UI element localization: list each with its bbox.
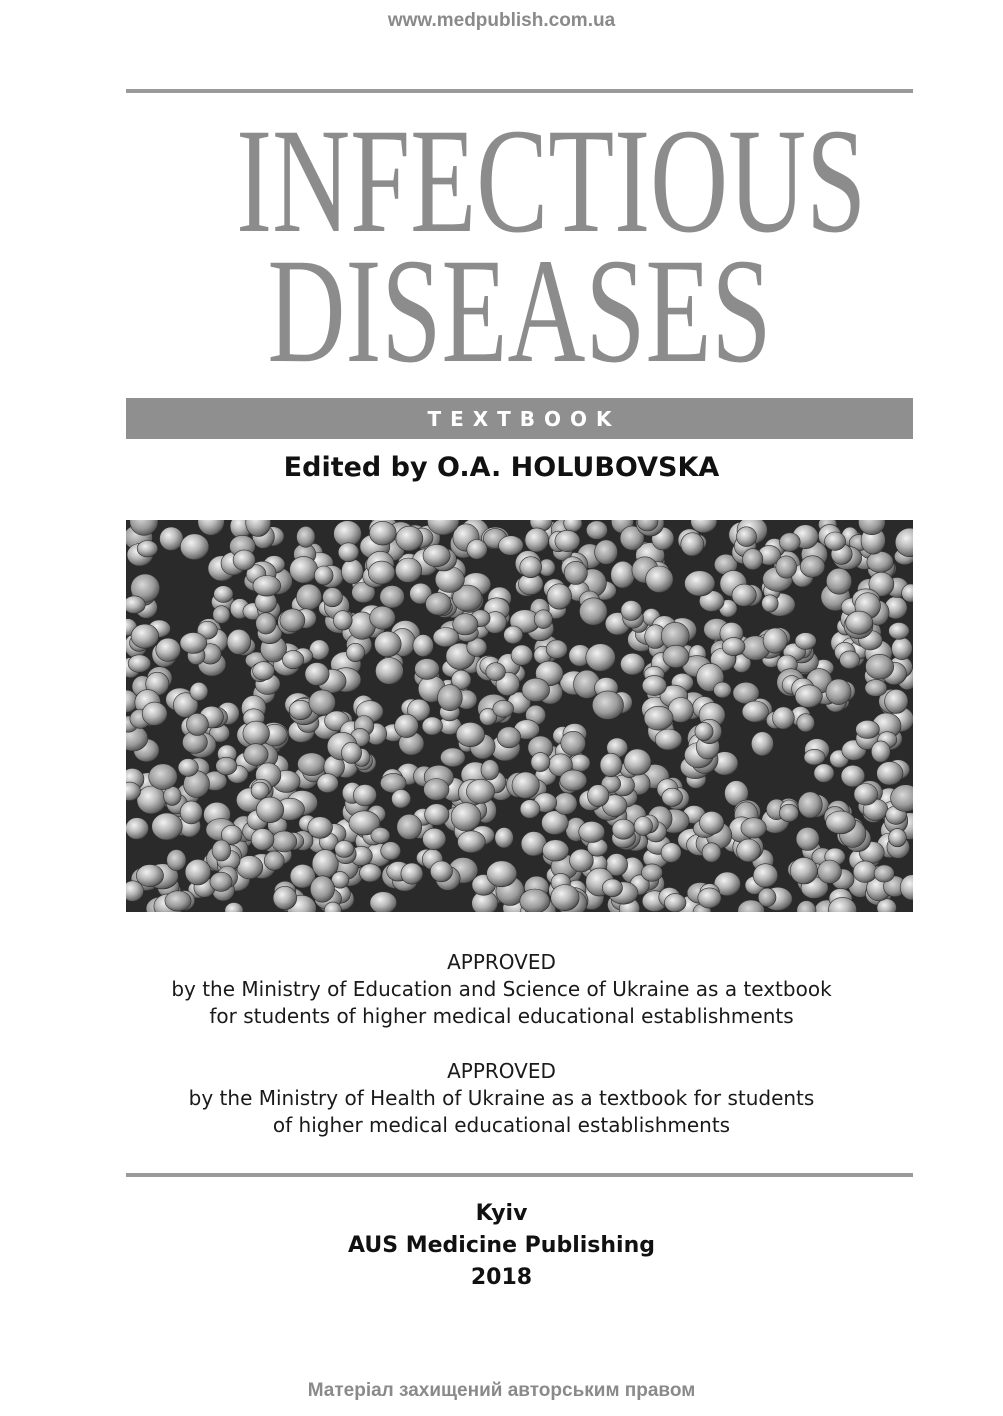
bacterium-cell bbox=[346, 643, 364, 661]
bacterium-cell bbox=[570, 754, 590, 772]
top-rule bbox=[126, 89, 913, 93]
bacterium-cell bbox=[369, 521, 396, 545]
bacterium-cell bbox=[695, 722, 713, 740]
bacterium-cell bbox=[395, 558, 421, 583]
bacterium-cell bbox=[415, 659, 440, 680]
bacterium-cell bbox=[458, 831, 486, 853]
bacterium-cell bbox=[256, 613, 276, 634]
bacterium-cell bbox=[422, 717, 442, 735]
bacterium-cell bbox=[866, 654, 894, 679]
bacterium-cell bbox=[853, 861, 877, 883]
bacterium-cell bbox=[663, 645, 689, 668]
bacterium-cell bbox=[374, 631, 401, 657]
bacterium-cell bbox=[722, 638, 745, 656]
bacterium-cell bbox=[840, 651, 860, 669]
bacterium-cell bbox=[624, 749, 651, 775]
bacterium-cell bbox=[797, 714, 815, 732]
bacterium-cell bbox=[253, 576, 281, 597]
copyright-watermark: Матеріал захищений авторським правом bbox=[307, 1380, 696, 1401]
bacterium-cell bbox=[317, 774, 338, 793]
bacterium-cell bbox=[634, 817, 652, 836]
bacterium-cell bbox=[413, 635, 434, 657]
bacterium-cell bbox=[520, 800, 540, 819]
bacterium-cell bbox=[126, 596, 145, 614]
bacterium-cell bbox=[424, 779, 449, 801]
bacterium-cell bbox=[244, 744, 268, 766]
bacterium-cell bbox=[800, 556, 825, 578]
bacterium-cell bbox=[309, 690, 336, 715]
bacterium-cell bbox=[456, 722, 484, 746]
approval-text-line: of higher medical educational establishments bbox=[272, 1113, 731, 1137]
bacterium-cell bbox=[298, 753, 326, 776]
bacterium-cell bbox=[642, 676, 666, 696]
bacterium-cell bbox=[380, 585, 405, 608]
bacterium-cell bbox=[212, 840, 231, 861]
bacterium-cell bbox=[423, 545, 450, 567]
bacterium-cell bbox=[495, 827, 514, 848]
bacterium-cell bbox=[586, 644, 616, 672]
bacterium-cell bbox=[341, 559, 363, 584]
bacterium-cell bbox=[381, 842, 401, 860]
bacterium-cell bbox=[392, 790, 411, 809]
bacterium-cell bbox=[733, 682, 759, 704]
bacterium-cell bbox=[333, 611, 352, 630]
bacterium-cell bbox=[753, 864, 778, 888]
bacterium-cell bbox=[579, 598, 607, 625]
bacterium-cell bbox=[547, 584, 572, 609]
bacterium-cell bbox=[664, 894, 686, 912]
bacterium-cell bbox=[433, 628, 459, 647]
bacterium-cell bbox=[504, 626, 523, 644]
bacterium-cell bbox=[662, 788, 683, 806]
bacterium-cell bbox=[742, 701, 768, 722]
bacterium-cell bbox=[360, 864, 382, 882]
bacterium-cell bbox=[273, 886, 297, 909]
bacterium-cell bbox=[600, 753, 622, 777]
bacterium-cell bbox=[165, 891, 191, 911]
imprint-publisher: AUS Medicine Publishing bbox=[348, 1233, 655, 1258]
bacterium-cell bbox=[314, 566, 333, 585]
bacterium-cell bbox=[493, 700, 514, 717]
bacterium-cell bbox=[375, 658, 403, 685]
bacterium-cell bbox=[685, 571, 715, 596]
bacterium-cell bbox=[758, 888, 776, 907]
bacterium-cell bbox=[564, 561, 587, 584]
bacterium-cell bbox=[732, 584, 756, 606]
bacterium-cell bbox=[520, 557, 542, 578]
bacterium-cell bbox=[555, 530, 580, 551]
bacterium-cell bbox=[256, 797, 283, 823]
bacterium-cell bbox=[243, 721, 270, 746]
bacterium-cell bbox=[865, 680, 887, 697]
bacterium-cell bbox=[885, 689, 908, 713]
bacterium-cell bbox=[308, 817, 333, 839]
bacterium-cell bbox=[867, 551, 893, 572]
bacterium-cell bbox=[554, 793, 577, 815]
bacterium-cell bbox=[561, 731, 586, 755]
bacterium-cell bbox=[451, 803, 481, 831]
bacterium-cell bbox=[499, 536, 524, 556]
bacterium-cell bbox=[743, 549, 763, 570]
imprint-year: 2018 bbox=[470, 1265, 533, 1290]
approval-text-line: by the Ministry of Health of Ukraine as a textbook for students bbox=[188, 1086, 815, 1110]
bacterium-cell bbox=[440, 748, 465, 767]
bacterium-cell bbox=[371, 827, 390, 843]
bacterium-cell bbox=[137, 786, 166, 814]
bacterium-cell bbox=[790, 857, 817, 884]
bacterium-cell bbox=[237, 856, 263, 879]
bacterium-cell bbox=[128, 655, 151, 673]
bacterium-cell bbox=[612, 819, 635, 839]
bacterium-cell bbox=[874, 865, 894, 882]
bacterium-cell bbox=[856, 720, 880, 738]
bacterium-cell bbox=[702, 843, 721, 862]
bacterium-cell bbox=[397, 814, 422, 839]
bacterium-cell bbox=[425, 804, 449, 826]
bacterium-cell bbox=[586, 521, 607, 540]
bacterium-cell bbox=[180, 633, 207, 654]
bacterium-cell bbox=[264, 851, 284, 870]
bacterium-cell bbox=[776, 556, 797, 578]
bacterium-cell bbox=[497, 727, 520, 748]
approval-text-line: by the Ministry of Education and Science of Ukraine as a textbook bbox=[171, 977, 832, 1001]
bacterium-cell bbox=[370, 606, 396, 629]
bacterium-cell bbox=[826, 568, 851, 594]
bacterium-cell bbox=[592, 691, 623, 720]
imprint bbox=[0, 1198, 1003, 1294]
bacterium-cell bbox=[160, 527, 184, 551]
bacterium-cell bbox=[280, 609, 305, 632]
bacterium-cell bbox=[126, 818, 149, 840]
bacterium-cell bbox=[611, 561, 635, 588]
bacterium-cell bbox=[396, 526, 423, 551]
bacterium-cell bbox=[661, 843, 681, 863]
bacterium-cell bbox=[620, 653, 644, 675]
bacterium-cell bbox=[762, 595, 779, 612]
bacterium-cell bbox=[737, 839, 761, 862]
bacterium-cell bbox=[282, 651, 303, 669]
bacterium-cell bbox=[644, 706, 673, 730]
bacterium-cell bbox=[877, 762, 903, 786]
bacterium-cell bbox=[871, 741, 890, 762]
bacterium-cell bbox=[796, 827, 819, 850]
bacterium-cell bbox=[210, 872, 232, 891]
bacterium-cell bbox=[213, 606, 230, 624]
bacterium-cell bbox=[430, 861, 452, 882]
bacterium-cell bbox=[512, 772, 539, 799]
bacterium-cell bbox=[467, 540, 487, 560]
bacterium-cell bbox=[795, 685, 822, 708]
bacterium-cell bbox=[773, 707, 795, 729]
bacterium-cell bbox=[481, 760, 499, 780]
bacterium-cell bbox=[546, 640, 567, 659]
bacterium-cell bbox=[180, 801, 202, 824]
bacterium-cell bbox=[841, 765, 865, 787]
bacterium-cell bbox=[595, 540, 618, 565]
bacterium-cell bbox=[438, 685, 463, 711]
approval-text-line: for students of higher medical educational establishments bbox=[209, 1004, 794, 1028]
bottom-rule bbox=[126, 1173, 913, 1177]
bacterium-cell bbox=[551, 885, 579, 911]
bacterium-cell bbox=[525, 528, 549, 552]
bacterium-cell bbox=[814, 764, 834, 783]
bacterium-cell bbox=[486, 663, 506, 681]
bacterium-cell bbox=[214, 586, 233, 603]
bacterium-cell bbox=[588, 785, 609, 807]
bacterium-cell bbox=[156, 638, 181, 661]
bacterium-cell bbox=[251, 782, 269, 799]
bacterium-cell bbox=[271, 831, 296, 852]
bacterium-cell bbox=[251, 829, 274, 851]
bacterium-cell bbox=[227, 629, 251, 654]
bacterium-cell bbox=[341, 742, 361, 763]
bacterium-cell bbox=[466, 779, 494, 803]
bacterium-cell bbox=[310, 876, 334, 902]
bacterium-cell bbox=[795, 633, 816, 650]
bacterium-cell bbox=[297, 526, 316, 547]
bacterium-cell bbox=[305, 663, 329, 686]
bacteria-micrograph-image bbox=[126, 520, 913, 912]
bacterium-cell bbox=[142, 702, 167, 725]
bacterium-cell bbox=[763, 628, 787, 653]
bacterium-cell bbox=[395, 714, 419, 737]
bacterium-cell bbox=[846, 611, 873, 634]
bacterium-cell bbox=[152, 813, 183, 840]
bacterium-cell bbox=[889, 829, 907, 847]
bacterium-cell bbox=[751, 732, 773, 756]
bacterium-cell bbox=[642, 864, 663, 881]
bacterium-cell bbox=[178, 759, 198, 777]
bacterium-cell bbox=[798, 792, 822, 818]
bacterium-cell bbox=[700, 811, 724, 834]
bacterium-cell bbox=[131, 624, 159, 648]
bacterium-cell bbox=[186, 713, 208, 735]
textbook-label: TEXTBOOK bbox=[427, 406, 621, 431]
bacterium-cell bbox=[889, 623, 910, 640]
bacterium-cell bbox=[621, 601, 642, 621]
watermark-url: www.medpublish.com.ua bbox=[387, 10, 616, 31]
book-title-line-1: INFECTIOUS bbox=[236, 98, 867, 264]
approval-heading: APPROVED bbox=[447, 950, 556, 974]
bacterium-cell bbox=[825, 532, 846, 550]
bacterium-cell bbox=[779, 533, 800, 552]
imprint-city: Kyiv bbox=[475, 1201, 528, 1226]
bacterium-cell bbox=[779, 804, 798, 822]
bacterium-cell bbox=[681, 533, 704, 556]
bacterium-cell bbox=[426, 593, 452, 616]
bacterium-cell bbox=[646, 566, 674, 593]
bacterium-cell bbox=[233, 550, 255, 570]
bacterium-cell bbox=[149, 764, 178, 790]
bacterium-cell bbox=[534, 610, 552, 629]
approval-block-health bbox=[0, 1058, 1003, 1139]
bacterium-cell bbox=[542, 840, 568, 861]
bacterium-cell bbox=[560, 770, 587, 791]
bacterium-cell bbox=[602, 879, 622, 897]
bacterium-cell bbox=[531, 753, 550, 772]
bacterium-cell bbox=[296, 584, 321, 610]
bacterium-cell bbox=[655, 729, 682, 750]
bacterium-cell bbox=[370, 892, 397, 912]
bacterium-cell bbox=[335, 841, 354, 858]
approval-block-education bbox=[0, 949, 1003, 1030]
bacterium-cell bbox=[353, 784, 376, 806]
bacterium-cell bbox=[826, 679, 851, 705]
bacterium-cell bbox=[892, 638, 913, 660]
bacterium-cell bbox=[698, 888, 721, 908]
bacterium-cell bbox=[737, 527, 757, 547]
bacterium-cell bbox=[185, 859, 211, 885]
bacterium-cell bbox=[579, 821, 605, 842]
bacterium-cell bbox=[520, 889, 550, 912]
bacterium-cell bbox=[167, 850, 186, 871]
bacterium-cell bbox=[180, 534, 209, 560]
editor-credit: Edited by O.A. HOLUBOVSKA bbox=[283, 452, 720, 483]
approval-heading: APPROVED bbox=[447, 1059, 556, 1083]
bacterium-cell bbox=[826, 811, 856, 834]
bacterium-cell bbox=[522, 678, 550, 701]
bacterium-cell bbox=[253, 662, 275, 680]
bacterium-cell bbox=[487, 861, 517, 887]
textbook-band bbox=[126, 398, 913, 439]
bacterium-cell bbox=[423, 828, 446, 850]
bacterium-cell bbox=[190, 682, 208, 700]
bacterium-cell bbox=[401, 863, 423, 884]
bacterium-cell bbox=[137, 541, 158, 557]
bacterium-cell bbox=[804, 749, 825, 765]
bacterium-cell bbox=[818, 860, 842, 883]
bacterium-cell bbox=[511, 645, 533, 665]
bacterium-cell bbox=[368, 561, 395, 584]
bacterium-cell bbox=[854, 784, 878, 806]
bacterium-cell bbox=[338, 543, 359, 562]
bacterium-cell bbox=[714, 682, 732, 698]
bacterium-cell bbox=[216, 757, 237, 775]
bacterium-cell bbox=[323, 588, 343, 607]
bacterium-cell bbox=[741, 818, 766, 838]
bacterium-cell bbox=[290, 556, 318, 583]
book-title-line-2: DISEASES bbox=[267, 228, 772, 394]
